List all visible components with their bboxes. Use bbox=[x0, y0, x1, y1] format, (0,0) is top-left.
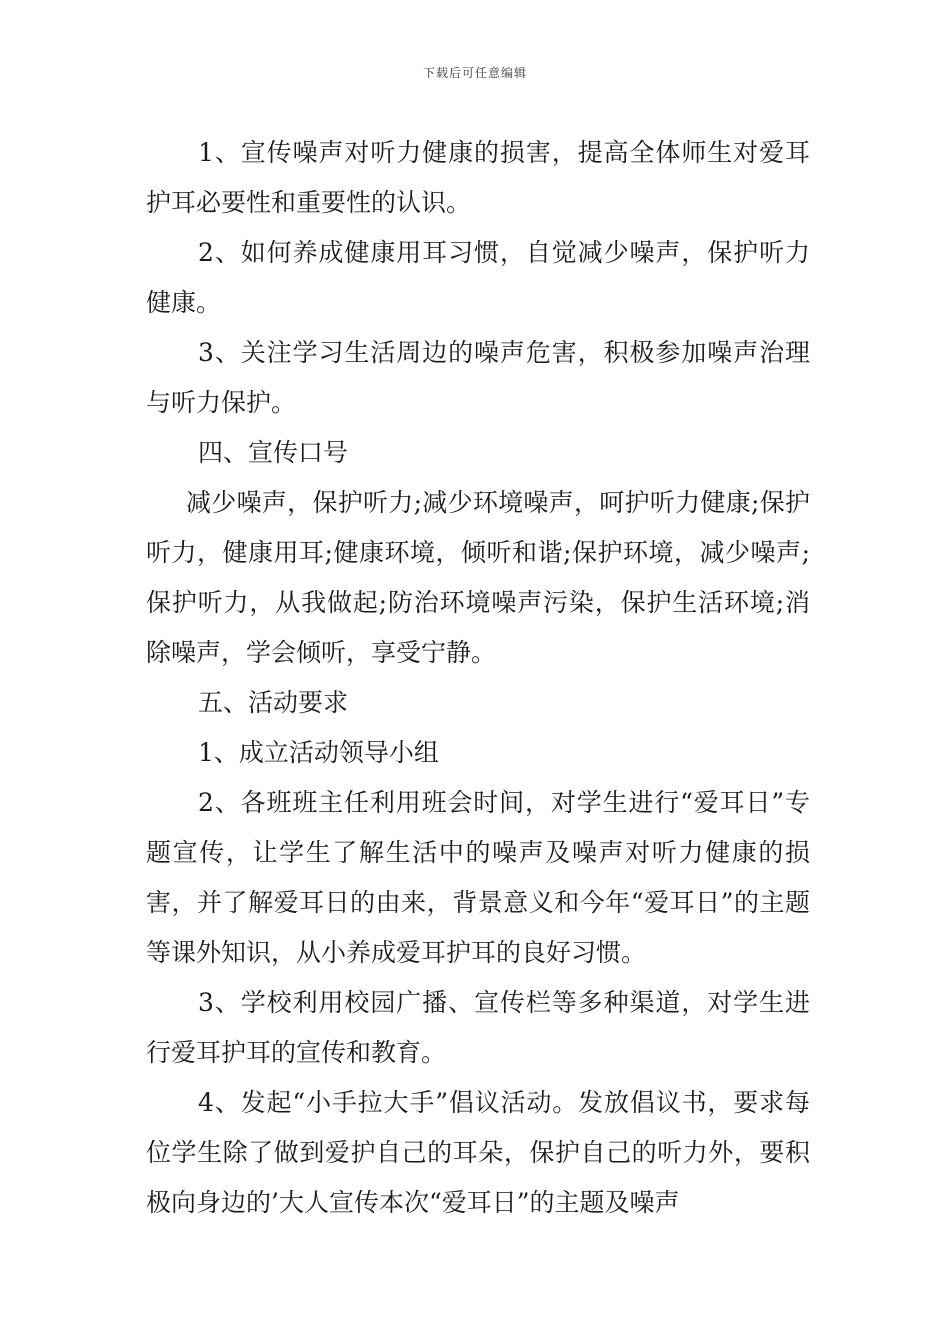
paragraph-1: 1、宣传噪声对听力健康的损害，提高全体师生对爱耳护耳必要性和重要性的认识。 bbox=[146, 138, 810, 217]
document-body bbox=[146, 128, 810, 1228]
header-note: 下载后可任意编辑 bbox=[422, 66, 527, 80]
paragraph-2: 2、如何养成健康用耳习惯，自觉减少噪声，保护听力健康。 bbox=[146, 238, 810, 317]
paragraph-3: 3、关注学习生活周边的噪声危害，积极参加噪声治理与听力保护。 bbox=[146, 338, 810, 417]
section-heading-slogans: 四、宣传口号 bbox=[198, 438, 349, 467]
paragraph-requirement-4: 4、发起“小手拉大手”倡议活动。发放倡议书，要求每位学生除了做到爱护自己的耳朵，保护自己的听力外，要积极向身边的’大人宣传本次“爱耳日”的主题及噪声 bbox=[146, 1088, 810, 1217]
section-heading-requirements: 五、活动要求 bbox=[198, 688, 349, 717]
paragraph-requirement-3: 3、学校利用校园广播、宣传栏等多种渠道，对学生进行爱耳护耳的宣传和教育。 bbox=[146, 988, 810, 1067]
paragraph-requirement-1: 1、成立活动领导小组 bbox=[198, 738, 439, 767]
paragraph-requirement-2: 2、各班班主任利用班会时间，对学生进行“爱耳日”专题宣传，让学生了解生活中的噪声及噪声对听力健康的损害，并了解爱耳日的由来，背景意义和今年“爱耳日”的主题等课外知识，从小养成爱耳护耳的良好习惯。 bbox=[146, 788, 810, 967]
paragraph-slogans: 减少噪声，保护听力;减少环境噪声，呵护听力健康;保护听力，健康用耳;健康环境，倾听和谐;保护环境，减少噪声;保护听力，从我做起;防治环境噪声污染，保护生活环境;消除噪声，学会倾听，享受宁静。 bbox=[146, 488, 810, 667]
